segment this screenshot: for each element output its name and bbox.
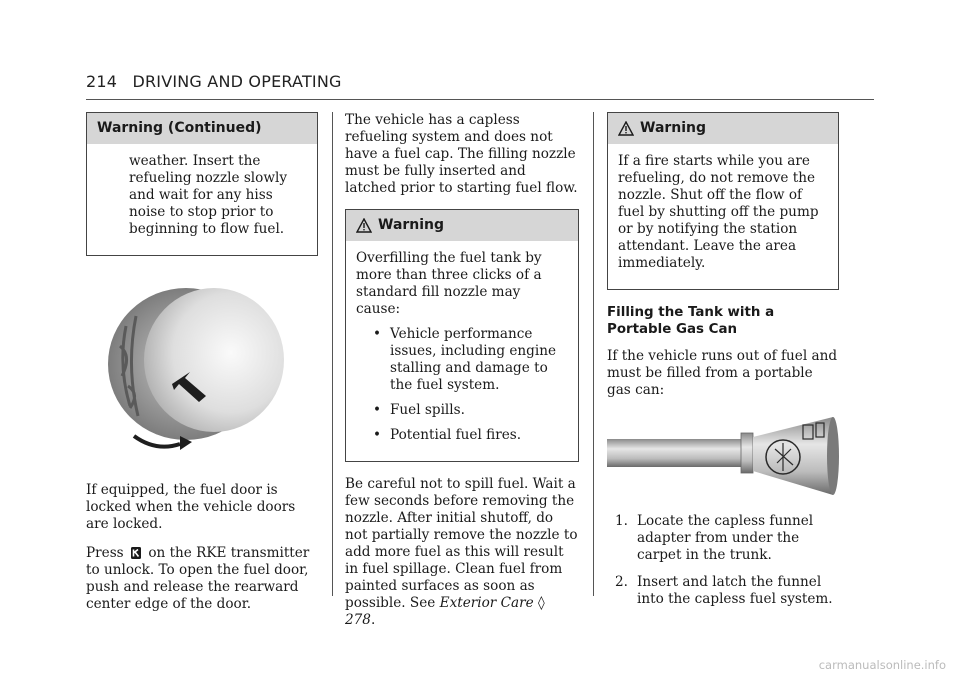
header-rule (86, 99, 874, 100)
overfill-warning-box (345, 209, 579, 462)
warning-triangle-icon (618, 121, 634, 136)
fire-warning-header (608, 113, 838, 144)
list-item: 2. Insert and latch the funnel into the capless fuel system. (615, 574, 833, 607)
overfill-bullet: • Fuel spills. (373, 402, 465, 418)
list-item: 1. Locate the capless funnel adapter from under the carpet in the trunk. (615, 513, 814, 563)
funnel-adapter-illustration (607, 411, 839, 503)
gas-can-steps (607, 513, 839, 608)
column-3 (607, 112, 839, 618)
column-divider-2 (593, 112, 594, 596)
column-divider-1 (332, 112, 333, 596)
watermark: carmanualsonline.info (818, 658, 946, 672)
portable-gas-can-heading: Filling the Tank with a Portable Gas Can (607, 305, 775, 337)
fuel-door-open-text (86, 545, 318, 613)
overfill-bullet: • Potential fuel fires. (373, 427, 522, 443)
portable-gas-can-intro: If the vehicle runs out of fuel and must be filled from a portable gas can: (607, 348, 838, 398)
press-label: Press (86, 545, 124, 561)
fuel-door-illustration (86, 276, 318, 466)
fire-warning-text: If a fire starts while you are refueling, do not remove the nozzle. Shut off the flow of fuel by shutting off the pump or by notifying the station attendant. Leave the area immediately. (618, 153, 819, 271)
overfill-warning-intro: Overfilling the fuel tank by more than three clicks of a standard fill nozzle may cause: (356, 250, 542, 317)
fuel-door-locked-text: If equipped, the fuel door is locked when the vehicle doors are locked. (86, 482, 296, 532)
section-title: DRIVING AND OPERATING (132, 72, 342, 91)
spill-caution-text: Be careful not to spill fuel. Wait a few seconds before removing the nozzle. After initial shutoff, do not partially remove the nozzle to add more fuel as this will result in fuel spillage. Clean fuel from painted surfaces as soon as possible. See Exterior Care ◊ 278. (345, 476, 578, 628)
column-2 (345, 112, 579, 641)
warning-continued-title: Warning (Continued) (87, 113, 317, 144)
fire-warning-box (607, 112, 839, 290)
overfill-warning-title: Warning (378, 217, 445, 233)
overfill-bullet: • Vehicle performance issues, including engine stalling and damage to the fuel system. (373, 326, 557, 393)
warning-triangle-icon (356, 218, 372, 233)
capless-system-text: The vehicle has a capless refueling system and does not have a fuel cap. The filling nozzle must be fully inserted and latched prior to starting fuel flow. (345, 112, 578, 196)
overfill-warning-header (346, 210, 578, 241)
page-ref-symbol: ◊ (537, 595, 545, 611)
page-header (86, 72, 342, 91)
warning-continued-text: weather. Insert the refueling nozzle slowly and wait for any hiss noise to stop prior to beginning to flow fuel. (129, 153, 287, 237)
page-number: 214 (86, 72, 118, 91)
exterior-care-link[interactable]: Exterior Care (439, 595, 534, 611)
unlock-instructions: on the RKE transmitter to unlock. To open the fuel door, push and release the rearward center edge of the door. (86, 545, 310, 612)
exterior-care-page[interactable]: 278 (345, 612, 371, 628)
warning-continued-box (86, 112, 318, 256)
column-1 (86, 112, 318, 625)
unlock-key-icon (130, 546, 142, 560)
fire-warning-title: Warning (640, 120, 707, 136)
